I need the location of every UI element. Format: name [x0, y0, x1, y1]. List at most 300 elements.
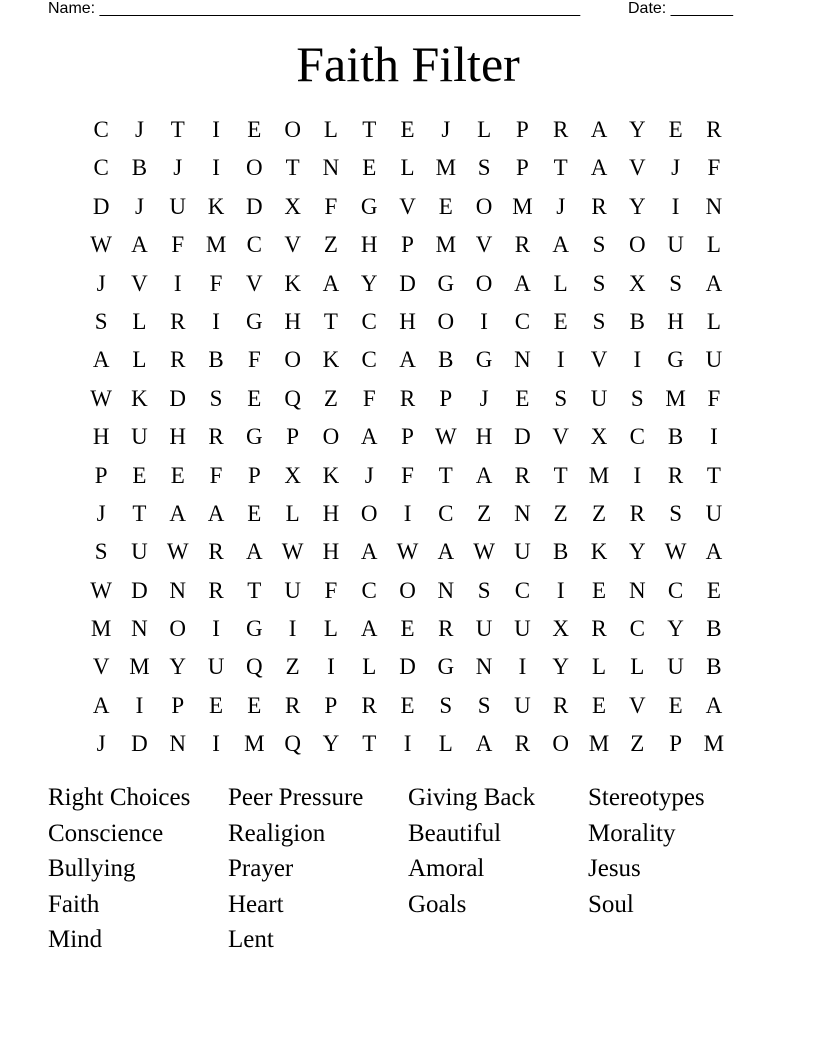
grid-cell: G	[246, 616, 263, 642]
grid-cell: S	[592, 308, 606, 334]
grid-cell: N	[169, 577, 187, 603]
grid-cell: H	[667, 308, 684, 334]
grid-cell: R	[591, 616, 607, 642]
grid-cell: R	[438, 616, 454, 642]
grid-cell: S	[477, 155, 491, 181]
grid-row	[82, 572, 733, 610]
grid-cell: K	[131, 385, 148, 411]
grid-cell: A	[705, 692, 723, 718]
grid-cell: Z	[477, 500, 492, 526]
grid-cell: A	[552, 232, 570, 258]
grid-cell: S	[439, 692, 453, 718]
grid-cell: A	[705, 270, 723, 296]
grid-cell: I	[212, 731, 220, 757]
grid-cell: O	[246, 155, 263, 181]
grid-cell: R	[706, 117, 722, 142]
grid-row	[82, 495, 733, 533]
grid-cell: A	[169, 500, 187, 526]
grid-cell: C	[667, 577, 684, 603]
grid-cell: N	[169, 731, 187, 757]
grid-cell: Y	[628, 539, 646, 565]
grid-row	[82, 687, 733, 725]
grid-cell: X	[284, 462, 301, 488]
grid-cell: J	[364, 462, 374, 488]
word-list-item: Faith	[48, 890, 100, 918]
grid-cell: P	[286, 424, 300, 450]
grid-cell: U	[475, 616, 493, 642]
grid-cell: G	[437, 654, 455, 680]
page-title: Faith Filter	[296, 36, 520, 92]
grid-cell: E	[170, 462, 185, 488]
grid-cell: M	[90, 616, 112, 642]
grid-cell: I	[212, 155, 220, 181]
grid-cell: X	[284, 193, 301, 219]
grid-cell: A	[399, 347, 416, 373]
grid-cell: E	[132, 462, 147, 488]
grid-cell: K	[322, 462, 340, 488]
grid-cell: J	[96, 270, 106, 296]
grid-cell: A	[514, 270, 531, 296]
grid-cell: H	[92, 424, 110, 450]
grid-cell: T	[362, 117, 377, 142]
grid-cell: R	[361, 692, 377, 718]
grid-cell: I	[633, 462, 642, 488]
grid-cell: V	[246, 270, 263, 296]
grid-cell: K	[284, 270, 301, 296]
grid-cell: D	[131, 577, 148, 603]
grid-cell: F	[324, 577, 338, 603]
date-field-label: Date: _______	[628, 0, 733, 17]
grid-cell: L	[438, 731, 453, 757]
grid-cell: U	[131, 424, 148, 450]
grid-cell: Z	[323, 232, 338, 258]
grid-cell: V	[399, 193, 416, 219]
word-list-item: Heart	[228, 890, 284, 918]
grid-cell: R	[170, 308, 186, 334]
grid-cell: V	[131, 270, 148, 296]
grid-cell: K	[207, 193, 225, 219]
grid-cell: E	[591, 577, 607, 603]
word-list-item: Mind	[48, 926, 103, 953]
grid-cell: T	[323, 308, 338, 334]
grid-cell: U	[667, 232, 684, 258]
grid-cell: A	[92, 692, 110, 718]
word-list-item: Lent	[228, 926, 274, 953]
grid-cell: L	[400, 155, 415, 181]
grid-cell: C	[514, 308, 531, 334]
grid-row	[82, 188, 733, 226]
grid-cell: X	[590, 424, 608, 450]
grid-cell: N	[131, 616, 148, 642]
grid-cell: A	[475, 731, 493, 757]
word-list-item: Right Choices	[48, 784, 191, 811]
word-list-item: Prayer	[228, 855, 294, 882]
grid-cell: U	[284, 577, 301, 603]
grid-cell: A	[92, 347, 110, 373]
grid-cell: O	[284, 347, 301, 373]
grid-cell: V	[590, 347, 608, 373]
grid-cell: W	[90, 385, 112, 411]
word-list-item: Jesus	[588, 855, 641, 882]
grid-cell: J	[173, 155, 183, 181]
grid-cell: P	[401, 424, 414, 450]
word-list-item: Peer Pressure	[228, 784, 364, 811]
grid-cell: Y	[322, 731, 340, 757]
grid-cell: L	[323, 616, 338, 642]
grid-cell: P	[516, 155, 529, 181]
grid-cell: N	[514, 347, 531, 373]
grid-cell: M	[665, 385, 686, 411]
grid-cell: G	[360, 193, 378, 219]
grid-cell: E	[515, 385, 530, 411]
grid-cell: W	[166, 539, 189, 565]
grid-cell: S	[94, 308, 108, 334]
grid-cell: R	[399, 385, 416, 411]
grid-row	[82, 457, 733, 495]
grid-cell: D	[92, 193, 110, 219]
grid-cell: O	[360, 500, 378, 526]
grid-cell: A	[360, 539, 378, 565]
grid-cell: F	[209, 462, 223, 488]
grid-cell: O	[399, 577, 416, 603]
grid-cell: J	[556, 193, 566, 219]
grid-cell: Q	[284, 731, 301, 757]
grid-row	[82, 265, 733, 303]
grid-cell: T	[553, 155, 568, 181]
grid-cell: W	[473, 539, 495, 565]
grid-cell: L	[132, 308, 147, 334]
grid-cell: L	[630, 654, 645, 680]
grid-cell: R	[208, 424, 224, 450]
grid-cell: D	[399, 654, 416, 680]
grid-cell: R	[667, 462, 684, 488]
grid-cell: R	[514, 462, 531, 488]
grid-cell: A	[590, 117, 608, 142]
grid-cell: I	[556, 577, 565, 603]
grid-row	[82, 226, 733, 264]
grid-cell: V	[284, 232, 301, 258]
grid-cell: R	[208, 577, 224, 603]
grid-cell: E	[553, 308, 568, 334]
grid-cell: B	[629, 308, 645, 334]
grid-cell: E	[706, 577, 721, 603]
grid-cell: B	[131, 155, 148, 181]
grid-cell: T	[362, 731, 377, 757]
grid-cell: U	[705, 500, 723, 526]
word-list-item: Beautiful	[408, 819, 502, 847]
grid-cell: C	[629, 616, 645, 642]
grid-cell: J	[134, 117, 144, 142]
grid-row	[82, 725, 733, 763]
grid-cell: R	[629, 500, 645, 526]
grid-cell: O	[169, 616, 187, 642]
grid-cell: E	[668, 692, 683, 718]
grid-cell: Y	[628, 193, 646, 219]
grid-cell: U	[667, 654, 684, 680]
grid-cell: X	[628, 270, 646, 296]
grid-cell: S	[630, 385, 644, 411]
grid-cell: G	[667, 347, 684, 373]
grid-cell: L	[362, 654, 377, 680]
word-list-item: Realigion	[228, 819, 326, 847]
grid-cell: M	[435, 155, 457, 181]
grid-cell: S	[592, 232, 606, 258]
grid-cell: F	[247, 347, 261, 373]
grid-cell: H	[475, 424, 493, 450]
grid-cell: J	[441, 117, 451, 142]
grid-cell: N	[322, 155, 340, 181]
grid-cell: P	[439, 385, 453, 411]
grid-cell: V	[628, 692, 646, 718]
grid-cell: M	[512, 193, 533, 219]
grid-cell: E	[400, 692, 415, 718]
grid-cell: F	[707, 155, 721, 181]
grid-cell: P	[516, 117, 529, 142]
grid-row	[82, 380, 733, 418]
grid-cell: C	[629, 424, 645, 450]
grid-cell: I	[288, 616, 297, 642]
grid-row	[82, 648, 733, 686]
grid-cell: M	[588, 731, 610, 757]
grid-cell: T	[285, 155, 300, 181]
grid-cell: N	[705, 193, 723, 219]
grid-row	[82, 418, 733, 456]
name-field-label: Name: ______________________________________________________	[48, 0, 581, 17]
grid-cell: I	[403, 731, 412, 757]
grid-cell: G	[246, 424, 263, 450]
grid-cell: H	[322, 539, 340, 565]
grid-cell: Y	[552, 654, 570, 680]
grid-cell: E	[247, 500, 262, 526]
grid-cell: I	[518, 654, 527, 680]
grid-cell: Y	[667, 616, 684, 642]
grid-cell: L	[285, 500, 300, 526]
word-list	[48, 780, 768, 958]
grid-cell: B	[706, 654, 722, 680]
grid-cell: P	[94, 462, 108, 488]
grid-cell: R	[284, 692, 301, 718]
grid-cell: U	[514, 539, 531, 565]
grid-cell: L	[706, 232, 721, 258]
grid-cell: P	[247, 462, 261, 488]
grid-cell: I	[403, 500, 412, 526]
grid-cell: V	[552, 424, 570, 450]
grid-cell: C	[246, 232, 262, 258]
grid-cell: M	[703, 731, 725, 757]
grid-cell: X	[552, 616, 570, 642]
grid-cell: Z	[591, 500, 607, 526]
grid-cell: I	[135, 692, 144, 718]
grid-cell: R	[208, 539, 224, 565]
grid-cell: R	[514, 731, 531, 757]
grid-cell: T	[170, 117, 185, 142]
grid-row	[82, 610, 733, 648]
grid-cell: F	[707, 385, 721, 411]
grid-row	[82, 149, 733, 187]
grid-cell: C	[361, 347, 377, 373]
grid-cell: E	[362, 155, 377, 181]
grid-cell: H	[169, 424, 187, 450]
grid-cell: I	[212, 117, 220, 142]
grid-cell: C	[361, 308, 377, 334]
grid-cell: D	[514, 424, 531, 450]
grid-cell: M	[244, 731, 265, 757]
grid-cell: I	[710, 424, 718, 450]
grid-cell: D	[169, 385, 187, 411]
grid-cell: Q	[284, 385, 301, 411]
grid-cell: F	[401, 462, 414, 488]
grid-cell: O	[628, 232, 646, 258]
grid-cell: M	[129, 654, 150, 680]
grid-cell: N	[514, 500, 531, 526]
grid-cell: Z	[285, 654, 300, 680]
grid-cell: O	[552, 731, 570, 757]
grid-cell: L	[477, 117, 492, 142]
grid-cell: B	[706, 616, 722, 642]
grid-cell: C	[438, 500, 454, 526]
word-list-item: Amoral	[408, 855, 485, 882]
grid-cell: I	[556, 347, 565, 373]
grid-cell: S	[669, 500, 682, 526]
grid-cell: B	[438, 347, 454, 373]
grid-cell: F	[209, 270, 223, 296]
grid-cell: T	[438, 462, 453, 488]
grid-cell: W	[434, 424, 457, 450]
grid-cell: L	[132, 347, 147, 373]
grid-cell: G	[437, 270, 455, 296]
grid-cell: V	[475, 232, 493, 258]
grid-cell: U	[514, 616, 531, 642]
word-list-item: Conscience	[48, 819, 164, 847]
grid-cell: O	[322, 424, 340, 450]
grid-cell: A	[131, 232, 148, 258]
grid-cell: E	[209, 692, 224, 718]
grid-cell: Y	[628, 117, 646, 142]
grid-cell: R	[553, 692, 569, 718]
grid-cell: A	[705, 539, 723, 565]
grid-cell: E	[438, 193, 453, 219]
grid-cell: H	[360, 232, 378, 258]
grid-cell: A	[322, 270, 340, 296]
header	[48, 0, 748, 20]
grid-cell: B	[553, 539, 569, 565]
grid-cell: W	[396, 539, 419, 565]
grid-cell: K	[322, 347, 340, 373]
grid-cell: N	[628, 577, 646, 603]
grid-cell: U	[131, 539, 148, 565]
grid-cell: M	[205, 232, 227, 258]
grid-cell: E	[247, 692, 262, 718]
grid-cell: O	[437, 308, 455, 334]
grid-cell: V	[628, 155, 646, 181]
grid-cell: T	[247, 577, 262, 603]
grid-cell: T	[132, 500, 147, 526]
grid-cell: R	[514, 232, 531, 258]
grid-cell: S	[477, 692, 491, 718]
word-list-item: Soul	[588, 890, 634, 918]
grid-cell: F	[171, 232, 185, 258]
grid-cell: J	[671, 155, 681, 181]
grid-cell: I	[212, 616, 220, 642]
grid-cell: P	[669, 731, 682, 757]
grid-cell: M	[588, 462, 610, 488]
grid-cell: S	[669, 270, 682, 296]
grid-cell: K	[590, 539, 608, 565]
grid-cell: U	[705, 347, 723, 373]
grid-cell: N	[437, 577, 455, 603]
grid-cell: E	[668, 117, 683, 142]
grid-cell: U	[169, 193, 187, 219]
grid-cell: G	[475, 347, 493, 373]
grid-cell: G	[246, 308, 263, 334]
grid-row	[82, 303, 733, 341]
grid-cell: Z	[323, 385, 338, 411]
grid-cell: D	[246, 193, 263, 219]
grid-cell: Z	[553, 500, 568, 526]
grid-cell: U	[590, 385, 608, 411]
grid-cell: I	[633, 347, 642, 373]
grid-cell: A	[475, 462, 493, 488]
grid-cell: Y	[169, 654, 187, 680]
grid-cell: D	[131, 731, 148, 757]
grid-cell: W	[281, 539, 304, 565]
grid-cell: R	[591, 193, 607, 219]
grid-cell: V	[92, 654, 110, 680]
grid-cell: P	[171, 692, 185, 718]
grid-cell: C	[514, 577, 531, 603]
grid-cell: M	[435, 232, 457, 258]
grid-cell: U	[207, 654, 225, 680]
grid-row	[82, 533, 733, 571]
grid-cell: Q	[246, 654, 263, 680]
grid-cell: N	[475, 654, 493, 680]
grid-cell: T	[553, 462, 568, 488]
grid-cell: F	[324, 193, 338, 219]
grid-cell: B	[208, 347, 224, 373]
word-list-item: Giving Back	[408, 784, 536, 811]
grid-cell: J	[96, 500, 106, 526]
grid-cell: C	[93, 155, 109, 181]
grid-cell: A	[207, 500, 225, 526]
grid-cell: J	[134, 193, 144, 219]
grid-cell: C	[361, 577, 377, 603]
grid-cell: P	[324, 692, 338, 718]
grid-cell: L	[706, 308, 721, 334]
word-list-item: Morality	[588, 819, 676, 847]
grid-cell: I	[327, 654, 335, 680]
grid-cell: O	[284, 117, 301, 142]
grid-cell: S	[592, 270, 606, 296]
grid-cell: O	[475, 270, 493, 296]
grid-cell: I	[173, 270, 182, 296]
grid-cell: W	[90, 577, 112, 603]
grid-cell: Z	[630, 731, 645, 757]
grid-cell: L	[323, 117, 338, 142]
grid-cell: U	[514, 692, 531, 718]
grid-cell: F	[362, 385, 376, 411]
grid-cell: T	[706, 462, 721, 488]
grid-cell: S	[477, 577, 491, 603]
word-list-item: Stereotypes	[588, 784, 705, 811]
grid-cell: I	[212, 308, 220, 334]
grid-cell: E	[400, 616, 415, 642]
letter-grid	[82, 111, 733, 764]
grid-cell: S	[209, 385, 223, 411]
grid-cell: H	[322, 500, 340, 526]
grid-cell: E	[247, 385, 262, 411]
grid-cell: R	[553, 117, 569, 142]
grid-row	[82, 341, 733, 379]
